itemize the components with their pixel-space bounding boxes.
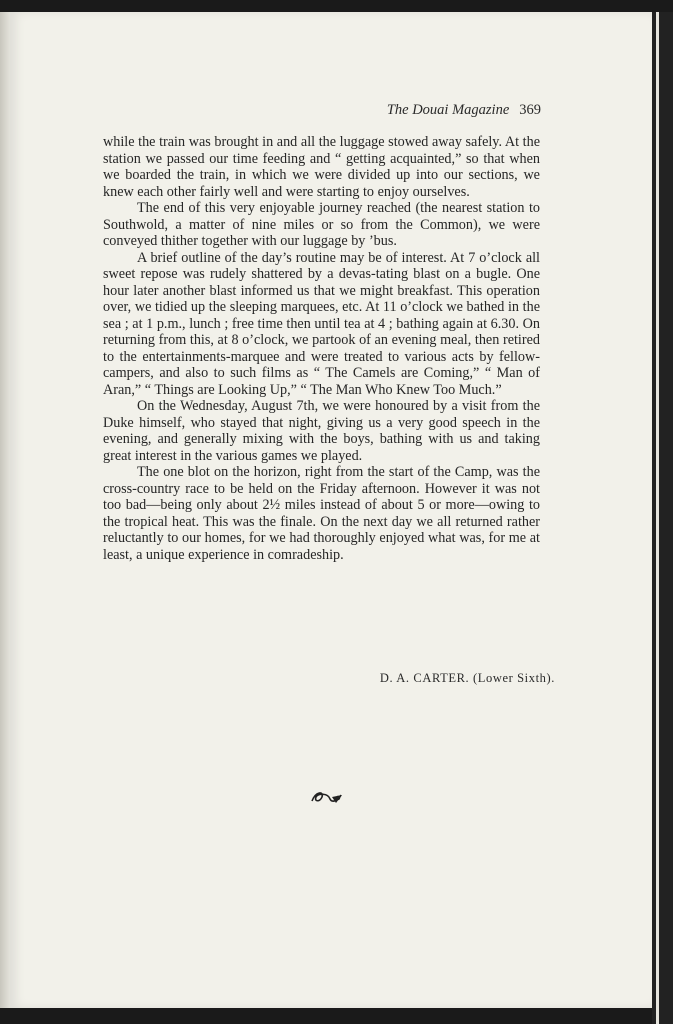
paragraph: A brief outline of the day’s routine may be of interest. At 7 o’clock all sweet repose was rudely shattered by a devas-tating blast on a bugle. One hour later another blast informed us that we might breakfast. This operation over, we tidied up the sleeping marquees, etc. At 11 o’clock we bathed in the sea ; at 1 p.m., lunch ; free time then until tea at 4 ; bathing again at 6.30. On returning from this, at 8 o’clock, we partook of an evening meal, then retired to the entertainments-marquee and were treated to various acts by fellow-campers, and also to such films as “ The Camels are Coming,” “ Man of Aran,” “ Things are Looking Up,” “ The Man Who Knew Too Much.” [103,249,540,398]
article-body [103,134,540,563]
paragraph: while the train was brought in and all the luggage stowed away safely. At the station we passed our time feeding and “ getting acquainted,” so that when we boarded the train, in which we were divided up into our sections, we knew each other fairly well and were starting to enjoy ourselves. [103,134,540,200]
paragraph: On the Wednesday, August 7th, we were honoured by a visit from the Duke himself, who stayed that night, giving us a very good speech in the evening, and generally mixing with the boys, bathing with us and taking great interest in the various games we played. [103,398,540,464]
running-header [387,102,541,119]
fleuron-ornament-icon [308,787,346,807]
author-signature: D. A. CARTER. (Lower Sixth). [379,671,555,685]
page-number: 369 [519,102,541,118]
magazine-title: The Douai Magazine [386,102,510,118]
paragraph: The one blot on the horizon, right from the start of the Camp, was the cross-country race to be held on the Friday afternoon. However it was not too bad—being only about 2½ miles instead of about 5 or more—owing to the tropical heat. This was the finale. On the next day we all returned rather reluctantly to our homes, for we had thoroughly enjoyed what was, for me at least, a unique experience in comradeship. [103,464,540,563]
book-right-edge [652,12,673,1024]
paragraph: The end of this very enjoyable journey reached (the nearest station to Southwold, a matter of nine miles or so from the Common), we were conveyed thither together with our luggage by ’bus. [103,200,540,249]
